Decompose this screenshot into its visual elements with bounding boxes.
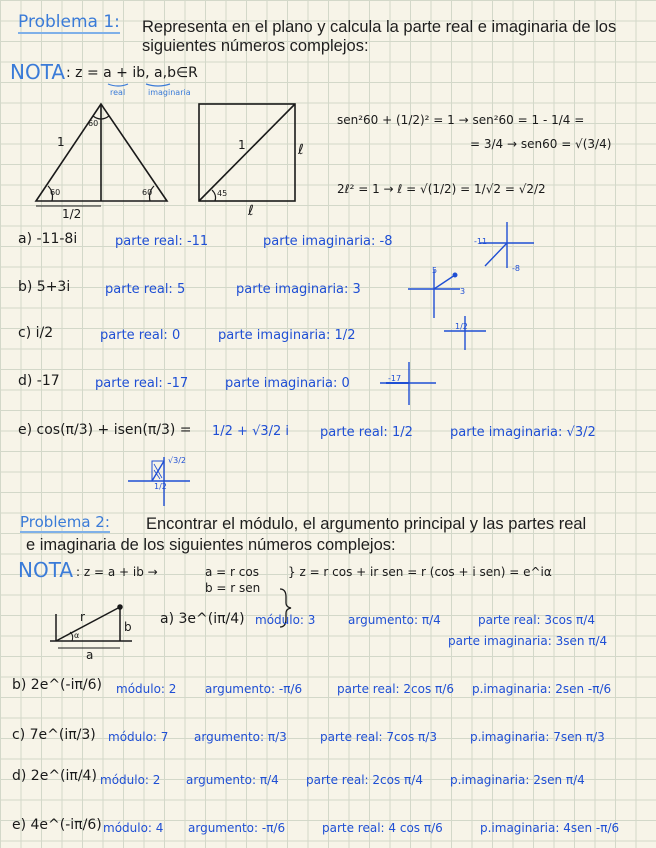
p1-item-e-real: parte real: 1/2	[320, 425, 413, 440]
p2-item-c-imag: p.imaginaria: 7sen π/3	[470, 730, 605, 744]
square-angle-label: 45	[217, 189, 228, 198]
triangle-top-angle-label: 60	[88, 119, 99, 128]
equation-line-2: = 3/4 → sen60 = √(3/4)	[470, 137, 612, 151]
graph-e-y-label: √3/2	[168, 456, 186, 465]
p1-item-a-label: a) -11-8i	[18, 231, 78, 247]
triangle-right-angle-label: 60	[142, 188, 153, 197]
p1-item-d-real: parte real: -17	[95, 376, 189, 391]
graph-d	[380, 362, 436, 405]
fig-b-label: b	[124, 620, 132, 634]
problem-2-statement-line-1: Encontrar el módulo, el argumento principal y las partes real	[146, 515, 587, 533]
polar-right-triangle	[50, 605, 132, 648]
p2-item-a-mod: módulo: 3	[255, 613, 316, 627]
p2-item-e-label: e) 4e^(-iπ/6)	[12, 817, 102, 833]
p2-item-d-label: d) 2e^(iπ/4)	[12, 768, 97, 784]
p1-item-e-imag: parte imaginaria: √3/2	[450, 425, 596, 440]
graph-b	[408, 270, 460, 318]
square-right-side-label: ℓ	[298, 142, 304, 158]
graph-a	[480, 222, 534, 268]
p2-item-d-mod: módulo: 2	[100, 773, 161, 787]
problem-1-statement-line-2: siguientes números complejos:	[142, 37, 369, 55]
p2-item-e-imag: p.imaginaria: 4sen -π/6	[480, 821, 620, 835]
graph-e-x-label: 1/2	[154, 482, 167, 491]
p2-item-d-arg: argumento: π/4	[186, 773, 279, 787]
fig-alpha-label: α	[74, 631, 80, 640]
p2-item-b-imag: p.imaginaria: 2sen -π/6	[472, 682, 612, 696]
p2-item-b-mod: módulo: 2	[116, 682, 177, 696]
p2-item-a-imag: parte imaginaria: 3sen π/4	[448, 634, 608, 648]
p1-item-d-label: d) -17	[18, 373, 60, 389]
square-bottom-side-label: ℓ	[248, 203, 254, 219]
triangle-left-angle-label: 60	[50, 188, 61, 197]
fig-r-label: r	[80, 610, 85, 624]
p1-item-a-real: parte real: -11	[115, 234, 209, 249]
p2-item-c-real: parte real: 7cos π/3	[320, 730, 437, 744]
p2-item-d-real: parte real: 2cos π/4	[306, 773, 423, 787]
graph-a-y-label: -8	[512, 264, 520, 273]
p2-item-e-arg: argumento: -π/6	[188, 821, 286, 835]
p1-item-c-imag: parte imaginaria: 1/2	[218, 328, 356, 343]
square-diagonal-label: 1	[238, 138, 246, 152]
p2-item-a-real: parte real: 3cos π/4	[478, 613, 595, 627]
graph-c-y-label: 1/2	[455, 322, 468, 331]
p1-nota-formula: : z = a + ib, a,b∈R	[66, 65, 198, 81]
graph-b-y-label: 5	[432, 266, 438, 275]
p2-item-e-real: parte real: 4 cos π/6	[322, 821, 443, 835]
triangle-side-label: 1	[57, 135, 65, 149]
p1-item-c-real: parte real: 0	[100, 328, 181, 343]
p2-nota-a: a = r cos	[205, 565, 259, 579]
p1-item-c-label: c) i/2	[18, 325, 54, 341]
p2-item-b-label: b) 2e^(-iπ/6)	[12, 677, 102, 693]
p2-item-e-mod: módulo: 4	[103, 821, 164, 835]
fig-a-label: a	[86, 648, 94, 662]
p1-item-a-imag: parte imaginaria: -8	[263, 234, 393, 249]
p2-nota-label: NOTA	[18, 558, 74, 582]
p2-item-a-label: a) 3e^(iπ/4)	[160, 611, 245, 627]
p2-item-b-real: parte real: 2cos π/6	[337, 682, 454, 696]
p1-item-b-label: b) 5+3i	[18, 279, 71, 295]
p2-item-c-mod: módulo: 7	[108, 730, 169, 744]
p1-item-b-imag: parte imaginaria: 3	[236, 282, 361, 297]
p2-item-a-arg: argumento: π/4	[348, 613, 441, 627]
problem-1-statement-line-1: Representa en el plano y calcula la parte real e imaginaria de los	[142, 18, 617, 36]
p1-nota-label: NOTA	[10, 60, 66, 84]
equation-line-1: sen²60 + (1/2)² = 1 → sen²60 = 1 - 1/4 =	[337, 113, 585, 127]
p1-item-d-imag: parte imaginaria: 0	[225, 376, 350, 391]
p2-nota-formula-2: } z = r cos + ir sen = r (cos + i sen) = e^iα	[288, 565, 552, 579]
square-figure	[199, 104, 295, 201]
p2-item-c-label: c) 7e^(iπ/3)	[12, 727, 96, 743]
problem-2-title: Problema 2:	[20, 513, 110, 531]
p2-item-d-imag: p.imaginaria: 2sen π/4	[450, 773, 585, 787]
graph-b-x-label: 3	[460, 287, 466, 296]
p1-item-e-value: 1/2 + √3/2 i	[212, 424, 290, 439]
problem-1-title: Problema 1:	[18, 12, 120, 32]
p2-item-b-arg: argumento: -π/6	[205, 682, 303, 696]
p1-imag-label: imaginaria	[148, 88, 191, 97]
p1-real-label: real	[110, 88, 126, 97]
graph-a-x-label: -11	[474, 237, 488, 246]
p2-nota-b: b = r sen	[205, 581, 261, 595]
problem-2-statement-line-2: e imaginaria de los siguientes números complejos:	[26, 536, 396, 554]
equation-line-3: 2ℓ² = 1 → ℓ = √(1/2) = 1/√2 = √2/2	[337, 182, 546, 196]
p1-item-b-real: parte real: 5	[105, 282, 186, 297]
p1-item-e-label: e) cos(π/3) + isen(π/3) =	[18, 422, 192, 438]
p2-item-c-arg: argumento: π/3	[194, 730, 287, 744]
graph-d-x-label: -17	[388, 374, 402, 383]
p2-nota-formula-1: : z = a + ib →	[76, 565, 158, 579]
triangle-half-base-label: 1/2	[62, 207, 82, 221]
